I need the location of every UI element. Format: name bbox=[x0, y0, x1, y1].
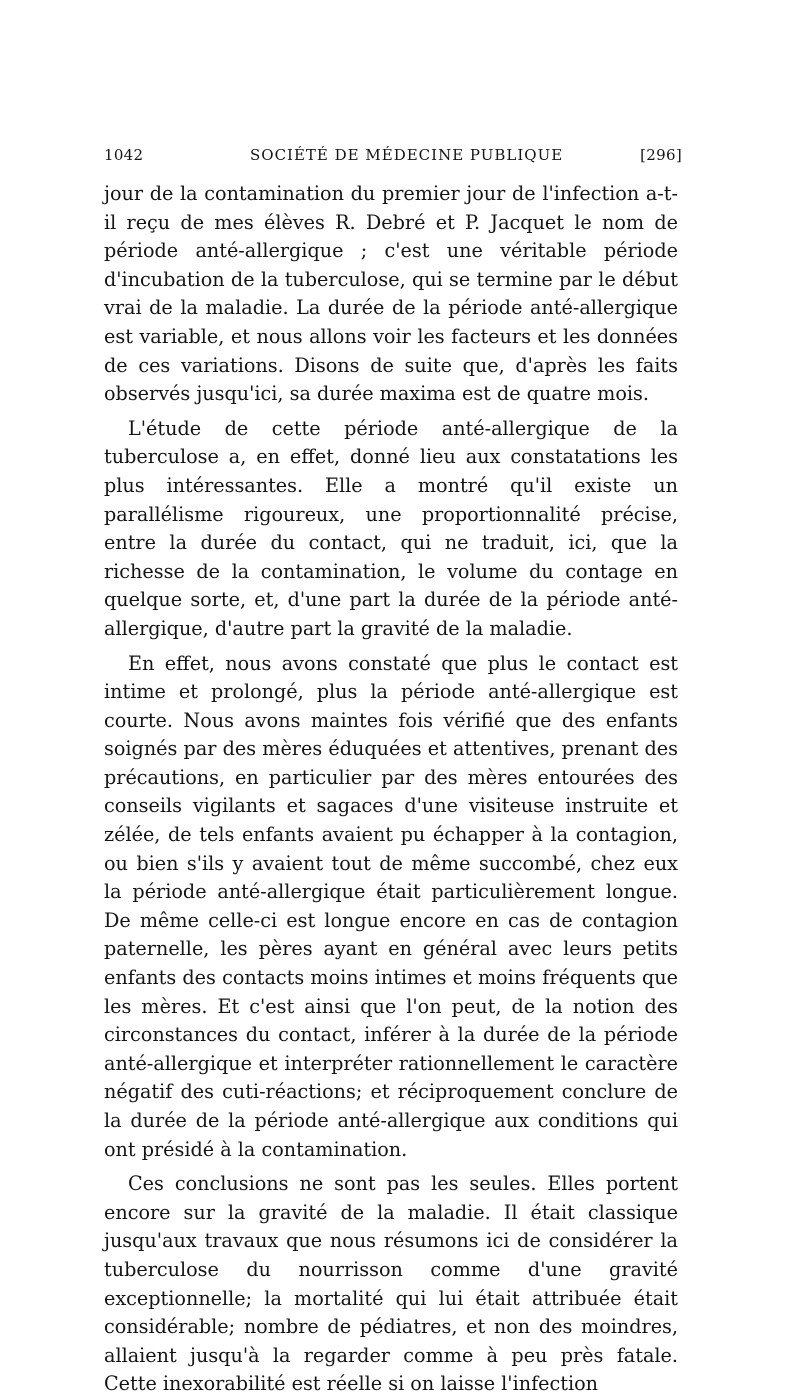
paragraph: En effet, nous avons constaté que plus le contact est intime et prolongé, plus la période anté-allergique est courte. Nous avons maintes fois vérifié que des enfants soignés par des mères éduquées et attentives, prenant des précautions, en particulier par des mères entourées des conseils vigilants et sagaces d'une visiteuse instruite et zélée, de tels enfants avaient pu échapper à la contagion, ou bien s'ils y avaient tout de même succombé, chez eux la période anté-allergique était particulièrement longue. De même celle-ci est longue encore en cas de contagion paternelle, les pères ayant en général avec leurs petits enfants des contacts moins intimes et moins fréquents que les mères. Et c'est ainsi que l'on peut, de la notion des circonstances du contact, inférer à la durée de la période anté-allergique et interpréter rationnellement le caractère négatif des cuti-réactions; et réciproquement conclure de la durée de la période anté-allergique aux conditions qui ont présidé à la contamination. bbox=[104, 651, 678, 1161]
paragraph: jour de la contamination du premier jour de l'infection a-t-il reçu de mes élèves R. Debré et P. Jacquet le nom de période anté-allergique ; c'est une véritable période d'incubation de la tuberculose, qui se termine par le début vrai de la maladie. La durée de la période anté-allergique est variable, et nous allons voir les facteurs et les données de ces variations. Disons de suite que, d'après les faits observés jusqu'ici, sa durée maxima est de quatre mois. bbox=[104, 182, 678, 406]
running-title: SOCIÉTÉ DE MÉDECINE PUBLIQUE bbox=[250, 146, 564, 164]
paragraph: Ces conclusions ne sont pas les seules. Elles portent encore sur la gravité de la maladie. Il était classique jusqu'aux travaux que nous résumons ici de considérer la tuberculose du nourrisson comme d'une gravité exceptionnelle; la mortalité qui lui était attribuée était considérable; nombre de pédiatres, et non des moindres, allaient jusqu'à la regarder comme à peu près fatale. Cette inexorabilité est réelle si on laisse l'infection bbox=[104, 1172, 678, 1396]
paragraph: L'étude de cette période anté-allergique de la tuberculose a, en effet, donné lieu aux constatations les plus intéressantes. Elle a montré qu'il existe un parallélisme rigoureux, une proportionnalité précise, entre la durée du contact, qui ne traduit, ici, que la richesse de la contamination, le volume du contage en quelque sorte, et, d'une part la durée de la période anté-allergique, d'autre part la gravité de la maladie. bbox=[104, 416, 678, 640]
body-text bbox=[104, 180, 678, 1399]
page-number: 1042 bbox=[104, 146, 144, 164]
running-header bbox=[104, 146, 682, 170]
bracket-reference: [296] bbox=[640, 146, 682, 164]
